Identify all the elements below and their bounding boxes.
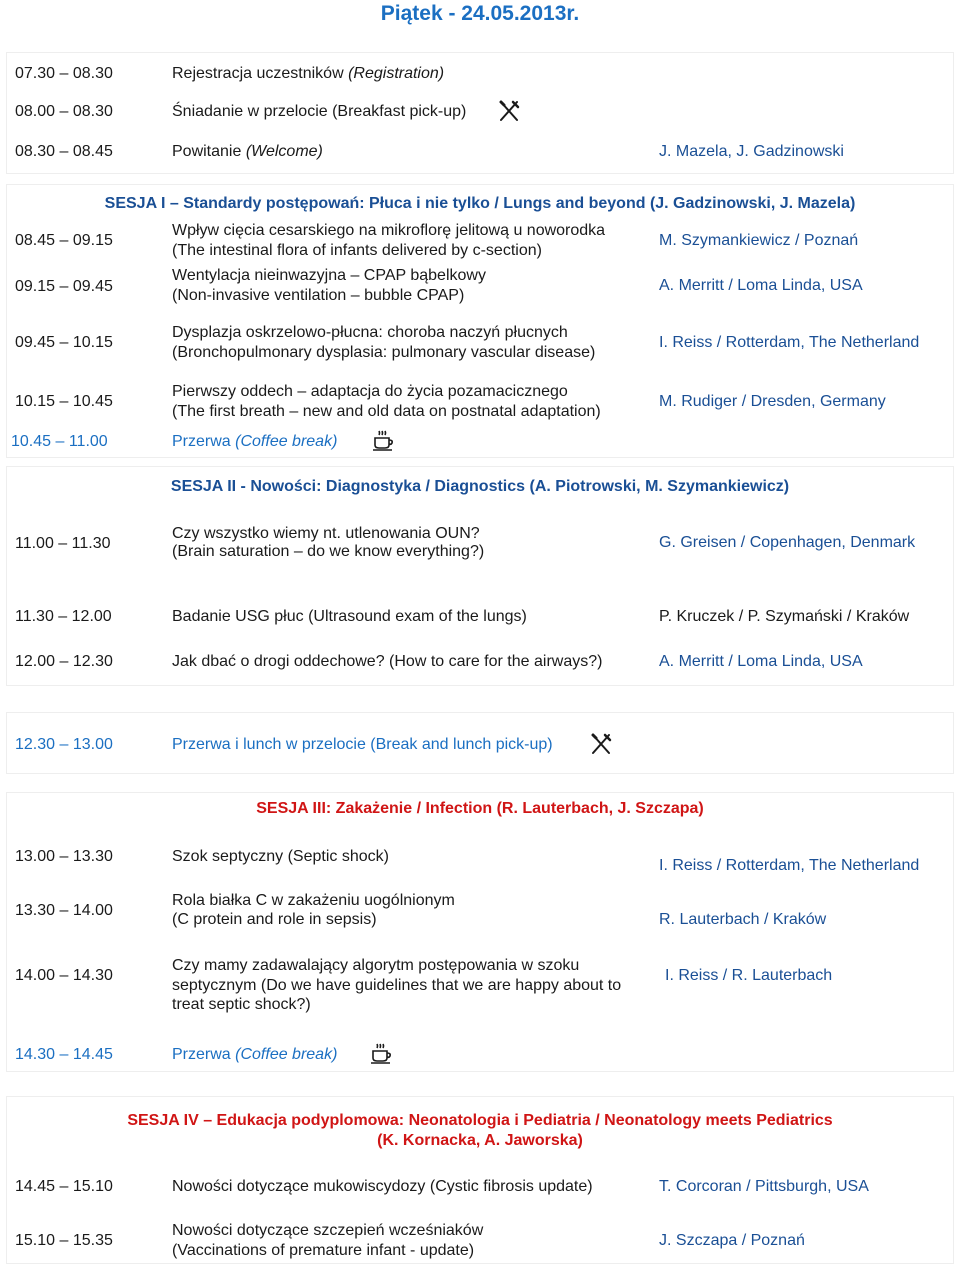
event-title: Wentylacja nieinwazyjna – CPAP bąbelkowy (172, 267, 486, 284)
event-title: Pierwszy oddech – adaptacja do życia pozamacicznego (172, 383, 568, 400)
event-title (172, 142, 323, 162)
time-slot: 11.30 – 12.00 (15, 608, 112, 625)
time-slot: 13.30 – 14.00 (15, 902, 113, 919)
speaker: I. Reiss / Rotterdam, The Netherland (659, 334, 920, 351)
lunch-block (6, 712, 954, 774)
time-slot: 12.30 – 13.00 (15, 736, 113, 753)
time-slot: 12.00 – 12.30 (15, 653, 113, 670)
event-subtitle: (The first breath – new and old data on postnatal adaptation) (172, 403, 601, 420)
event-subtitle: (Vaccinations of premature infant - update) (172, 1242, 475, 1259)
time-slot: 13.00 – 13.30 (15, 848, 113, 865)
event-subtitle: septycznym (Do we have guidelines that we are happy about to (172, 977, 622, 994)
event-title: Rola białka C w zakażeniu uogólnionym (172, 892, 455, 909)
event-title: Czy wszystko wiemy nt. utlenowania OUN? (172, 525, 480, 542)
speaker: I. Reiss / Rotterdam, The Netherland (659, 857, 920, 874)
time-slot: 15.10 – 15.35 (15, 1232, 113, 1249)
break-en: (Coffee break) (235, 1046, 338, 1063)
speaker: J. Szczapa / Poznań (659, 1232, 805, 1249)
event-title (172, 64, 444, 84)
time-slot: 10.15 – 10.45 (15, 393, 113, 410)
time-slot: 11.00 – 11.30 (15, 535, 111, 552)
speaker: G. Greisen / Copenhagen, Denmark (659, 534, 916, 551)
break-title: Przerwa i lunch w przelocie (Break and lunch pick-up) (172, 736, 553, 753)
time-slot: 08.30 – 08.45 (15, 143, 113, 160)
time-slot: 14.45 – 15.10 (15, 1178, 113, 1195)
break-title (172, 432, 337, 452)
event-en: (Welcome) (245, 143, 323, 160)
session-heading: SESJA I – Standardy postępowań: Płuca i nie tylko / Lungs and beyond (J. Gadzinowski, J. Mazela) (104, 195, 856, 212)
speaker: T. Corcoran / Pittsburgh, USA (659, 1178, 869, 1195)
coffee-cup-icon (369, 1041, 393, 1065)
time-slot: 14.00 – 14.30 (15, 967, 113, 984)
event-title: Szok septyczny (Septic shock) (172, 848, 389, 865)
break-pl: Przerwa (172, 1046, 231, 1063)
speaker: R. Lauterbach / Kraków (659, 911, 827, 928)
session-chairs: (K. Kornacka, A. Jaworska) (377, 1132, 583, 1149)
session-2-block (6, 466, 954, 686)
session-1-block (6, 184, 954, 458)
time-slot: 14.30 – 14.45 (15, 1046, 113, 1063)
speaker: A. Merritt / Loma Linda, USA (659, 277, 863, 294)
time-slot: 09.15 – 09.45 (15, 278, 113, 295)
time-slot: 07.30 – 08.30 (15, 65, 113, 82)
coffee-cup-icon (371, 428, 395, 452)
speaker: P. Kruczek / P. Szymański / Kraków (659, 608, 910, 625)
break-pl: Przerwa (172, 433, 231, 450)
time-slot: 10.45 – 11.00 (11, 433, 108, 450)
event-subtitle: (Non-invasive ventilation – bubble CPAP) (172, 287, 465, 304)
event-pl: Rejestracja uczestników (172, 65, 344, 82)
break-title (172, 1045, 337, 1065)
break-en: (Coffee break) (235, 433, 338, 450)
event-title: Wpływ cięcia cesarskiego na mikroflorę jelitową u noworodka (172, 222, 606, 239)
speaker: M. Szymankiewicz / Poznań (659, 232, 859, 249)
session-heading: SESJA III: Zakażenie / Infection (R. Lauterbach, J. Szczapa) (256, 800, 704, 817)
event-title: Nowości dotyczące szczepień wcześniaków (172, 1222, 484, 1239)
event-subtitle: (Brain saturation – do we know everything?) (172, 543, 485, 560)
event-title: Jak dbać o drogi oddechowe? (How to care for the airways?) (172, 653, 603, 670)
event-subtitle: treat septic shock?) (172, 996, 311, 1013)
time-slot: 08.00 – 08.30 (15, 103, 113, 120)
event-en: (Registration) (348, 65, 445, 82)
time-slot: 09.45 – 10.15 (15, 334, 113, 351)
registration-block (6, 52, 954, 174)
fork-knife-icon (589, 732, 613, 756)
event-title: Nowości dotyczące mukowiscydozy (Cystic fibrosis update) (172, 1178, 593, 1195)
event-title: Dysplazja oskrzelowo-płucna: choroba naczyń płucnych (172, 324, 568, 341)
session-heading: SESJA II - Nowości: Diagnostyka / Diagnostics (A. Piotrowski, M. Szymankiewicz) (170, 478, 790, 495)
event-subtitle: (Bronchopulmonary dysplasia: pulmonary vascular disease) (172, 344, 596, 361)
session-3-block (6, 792, 954, 1072)
event-subtitle: (C protein and role in sepsis) (172, 911, 377, 928)
speaker: M. Rudiger / Dresden, Germany (659, 393, 886, 410)
speaker: I. Reiss / R. Lauterbach (665, 967, 833, 984)
event-title: Śniadanie w przelocie (Breakfast pick-up) (172, 103, 467, 120)
session-heading: SESJA IV – Edukacja podyplomowa: Neonatologia i Pediatria / Neonatology meets Pediatrics (127, 1112, 833, 1129)
speaker: A. Merritt / Loma Linda, USA (659, 653, 863, 670)
session-4-block (6, 1096, 954, 1264)
time-slot: 08.45 – 09.15 (15, 232, 113, 249)
event-title: Badanie USG płuc (Ultrasound exam of the lungs) (172, 608, 527, 625)
page-title: Piątek - 24.05.2013r. (380, 2, 580, 25)
event-subtitle: (The intestinal flora of infants delivered by c-section) (172, 242, 542, 259)
fork-knife-icon (497, 99, 521, 123)
event-pl: Powitanie (172, 143, 242, 160)
speaker: J. Mazela, J. Gadzinowski (659, 143, 844, 160)
event-title: Czy mamy zadawalający algorytm postępowania w szoku (172, 957, 580, 974)
